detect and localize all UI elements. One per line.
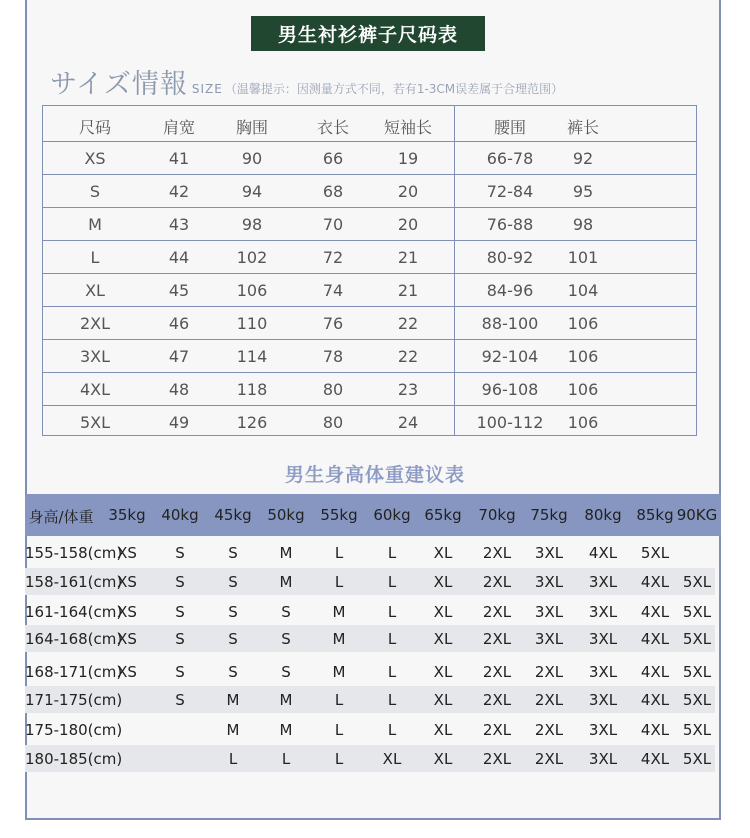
- rec-size-cell: 2XL: [482, 630, 512, 648]
- rec-size-cell: 4XL: [640, 603, 670, 621]
- rec-size-cell: L: [334, 691, 344, 709]
- rec-size-cell: 5XL: [640, 544, 670, 562]
- rec-table-row: [25, 625, 715, 652]
- size-label-cell: L: [90, 248, 100, 267]
- rec-size-cell: S: [175, 573, 185, 591]
- rec-size-cell: XS: [117, 544, 137, 562]
- size-table-rule: [43, 405, 696, 406]
- size-label-cell: XL: [85, 281, 105, 300]
- rec-size-cell: L: [334, 721, 344, 739]
- heading-tip: （温馨提示：因测量方式不同，若有1-3CM误差属于合理范围）: [224, 82, 564, 96]
- size-table-rule: [43, 174, 696, 175]
- rec-header-cell: 50kg: [267, 506, 305, 524]
- rec-size-cell: 2XL: [482, 663, 512, 681]
- size-value-cell: 20: [397, 182, 419, 201]
- rec-size-cell: 3XL: [588, 603, 618, 621]
- rec-header-cell: 90KG: [676, 506, 718, 524]
- rec-size-cell: L: [334, 573, 344, 591]
- rec-header-cell: 70kg: [478, 506, 516, 524]
- size-value-cell: 76: [322, 314, 344, 333]
- rec-size-cell: M: [279, 573, 293, 591]
- rec-size-cell: 3XL: [588, 691, 618, 709]
- size-value-cell: 98: [572, 215, 594, 234]
- rec-size-cell: 5XL: [682, 573, 712, 591]
- size-value-cell: 21: [397, 281, 419, 300]
- rec-table-row: [25, 539, 700, 566]
- rec-size-cell: 2XL: [534, 721, 564, 739]
- rec-size-cell: 2XL: [482, 544, 512, 562]
- rec-height-cell: 168-171(cm): [25, 663, 123, 681]
- rec-size-cell: L: [387, 573, 397, 591]
- size-label-cell: 3XL: [79, 347, 111, 366]
- rec-size-cell: L: [228, 750, 238, 768]
- size-table-rule: [43, 207, 696, 208]
- size-value-cell: 110: [236, 314, 268, 333]
- rec-height-cell: 180-185(cm): [25, 750, 123, 768]
- rec-size-cell: M: [332, 603, 346, 621]
- size-header-cell: 胸围: [235, 118, 268, 137]
- rec-size-cell: S: [175, 691, 185, 709]
- rec-header-cell: 75kg: [530, 506, 568, 524]
- size-value-cell: 76-88: [486, 215, 534, 234]
- rec-size-cell: 2XL: [534, 750, 564, 768]
- size-value-cell: 80: [322, 380, 344, 399]
- rec-size-cell: 3XL: [534, 573, 564, 591]
- rec-size-cell: 5XL: [682, 630, 712, 648]
- rec-size-cell: 2XL: [482, 603, 512, 621]
- rec-size-cell: 3XL: [588, 750, 618, 768]
- size-value-cell: 104: [567, 281, 599, 300]
- size-value-cell: 88-100: [481, 314, 539, 333]
- size-value-cell: 66-78: [486, 149, 534, 168]
- size-label-cell: 2XL: [79, 314, 111, 333]
- size-value-cell: 70: [322, 215, 344, 234]
- size-value-cell: 126: [236, 413, 268, 432]
- rec-header-cell: 40kg: [161, 506, 199, 524]
- rec-size-cell: XS: [117, 663, 137, 681]
- rec-size-cell: M: [226, 721, 240, 739]
- rec-size-cell: S: [228, 573, 238, 591]
- size-value-cell: 68: [322, 182, 344, 201]
- rec-header-cell: 65kg: [424, 506, 462, 524]
- rec-size-cell: L: [387, 544, 397, 562]
- size-header-cell: 衣长: [316, 118, 349, 137]
- size-table-rule: [43, 273, 696, 274]
- size-value-cell: 106: [567, 314, 599, 333]
- rec-size-cell: 5XL: [682, 721, 712, 739]
- size-table-divider: [454, 106, 455, 435]
- rec-table-row: [25, 658, 715, 685]
- size-value-cell: 84-96: [486, 281, 534, 300]
- rec-size-cell: 2XL: [534, 663, 564, 681]
- size-table-rule: [43, 339, 696, 340]
- rec-size-cell: 4XL: [640, 573, 670, 591]
- size-value-cell: 47: [168, 347, 190, 366]
- rec-size-cell: L: [334, 544, 344, 562]
- rec-height-cell: 158-161(cm): [25, 573, 123, 591]
- rec-size-cell: S: [228, 603, 238, 621]
- size-value-cell: 106: [236, 281, 268, 300]
- size-value-cell: 92: [572, 149, 594, 168]
- rec-size-cell: XS: [117, 603, 137, 621]
- size-value-cell: 20: [397, 215, 419, 234]
- rec-size-cell: S: [228, 663, 238, 681]
- rec-size-cell: 2XL: [482, 721, 512, 739]
- rec-size-cell: S: [228, 544, 238, 562]
- rec-size-cell: L: [334, 750, 344, 768]
- rec-height-cell: 164-168(cm): [25, 630, 123, 648]
- size-table-rule: [43, 141, 696, 142]
- rec-size-cell: S: [175, 544, 185, 562]
- rec-size-cell: XS: [117, 573, 137, 591]
- size-value-cell: 118: [236, 380, 268, 399]
- rec-size-cell: 3XL: [534, 603, 564, 621]
- size-value-cell: 94: [241, 182, 263, 201]
- size-value-cell: 106: [567, 347, 599, 366]
- rec-size-cell: 3XL: [588, 721, 618, 739]
- heading-size-label: SIZE: [191, 82, 223, 96]
- rec-size-cell: 5XL: [682, 750, 712, 768]
- size-label-cell: 4XL: [79, 380, 111, 399]
- rec-size-cell: M: [332, 630, 346, 648]
- size-value-cell: 102: [236, 248, 268, 267]
- size-value-cell: 92-104: [481, 347, 539, 366]
- recommendation-title: 男生身高体重建议表: [284, 464, 465, 486]
- rec-size-cell: L: [387, 603, 397, 621]
- rec-size-cell: XS: [117, 630, 137, 648]
- size-table-rule: [43, 306, 696, 307]
- size-header-cell: 腰围: [493, 118, 526, 137]
- size-value-cell: 95: [572, 182, 594, 201]
- rec-size-cell: XL: [382, 750, 402, 768]
- rec-size-cell: 2XL: [482, 750, 512, 768]
- rec-height-cell: 171-175(cm): [25, 691, 123, 709]
- rec-size-cell: M: [332, 663, 346, 681]
- rec-size-cell: M: [279, 721, 293, 739]
- rec-table-row: [25, 716, 715, 743]
- size-value-cell: 78: [322, 347, 344, 366]
- size-table-rule: [43, 372, 696, 373]
- rec-size-cell: 4XL: [588, 544, 618, 562]
- rec-size-cell: 3XL: [588, 663, 618, 681]
- rec-header-cell: 85kg: [636, 506, 674, 524]
- size-value-cell: 42: [168, 182, 190, 201]
- size-table-rule: [43, 240, 696, 241]
- size-value-cell: 98: [241, 215, 263, 234]
- size-value-cell: 49: [168, 413, 190, 432]
- rec-table-row: [25, 598, 715, 625]
- size-value-cell: 41: [168, 149, 190, 168]
- rec-size-cell: 5XL: [682, 603, 712, 621]
- rec-size-cell: L: [387, 663, 397, 681]
- size-value-cell: 22: [397, 314, 419, 333]
- rec-size-cell: 5XL: [682, 691, 712, 709]
- size-label-cell: M: [88, 215, 102, 234]
- rec-height-cell: 175-180(cm): [25, 721, 123, 739]
- rec-header-cell: 35kg: [108, 506, 146, 524]
- rec-size-cell: XL: [433, 603, 453, 621]
- size-value-cell: 96-108: [481, 380, 539, 399]
- rec-size-cell: XL: [433, 630, 453, 648]
- rec-size-cell: 2XL: [482, 573, 512, 591]
- size-label-cell: S: [89, 182, 101, 201]
- rec-size-cell: S: [175, 663, 185, 681]
- rec-size-cell: S: [228, 630, 238, 648]
- rec-size-cell: L: [387, 691, 397, 709]
- size-value-cell: 106: [567, 413, 599, 432]
- size-value-cell: 101: [567, 248, 599, 267]
- rec-size-cell: 3XL: [534, 544, 564, 562]
- rec-size-cell: XL: [433, 750, 453, 768]
- rec-size-cell: M: [226, 691, 240, 709]
- recommendation-header: [25, 494, 721, 536]
- size-value-cell: 80: [322, 413, 344, 432]
- size-value-cell: 21: [397, 248, 419, 267]
- size-value-cell: 114: [236, 347, 268, 366]
- heading-japanese: サイズ情報: [50, 69, 188, 100]
- rec-table-row: [25, 745, 715, 772]
- rec-size-cell: 3XL: [534, 630, 564, 648]
- rec-size-cell: L: [387, 721, 397, 739]
- size-value-cell: 46: [168, 314, 190, 333]
- rec-size-cell: XL: [433, 663, 453, 681]
- rec-size-cell: 3XL: [588, 630, 618, 648]
- rec-size-cell: 4XL: [640, 691, 670, 709]
- rec-size-cell: 2XL: [482, 691, 512, 709]
- page-title: 男生衬衫裤子尺码表: [251, 16, 485, 51]
- rec-table-row: [25, 568, 715, 595]
- rec-size-cell: S: [175, 603, 185, 621]
- size-value-cell: 66: [322, 149, 344, 168]
- rec-size-cell: XL: [433, 691, 453, 709]
- size-label-cell: XS: [84, 149, 106, 168]
- size-header-cell: 肩宽: [162, 118, 195, 137]
- rec-size-cell: M: [279, 544, 293, 562]
- rec-header-cell: 45kg: [214, 506, 252, 524]
- rec-size-cell: S: [175, 630, 185, 648]
- size-value-cell: 106: [567, 380, 599, 399]
- size-info-heading: [50, 62, 563, 101]
- size-value-cell: 43: [168, 215, 190, 234]
- rec-size-cell: S: [281, 663, 291, 681]
- rec-size-cell: XL: [433, 721, 453, 739]
- rec-height-cell: 161-164(cm): [25, 603, 123, 621]
- rec-size-cell: S: [281, 630, 291, 648]
- size-header-cell: 尺码: [78, 118, 111, 137]
- size-value-cell: 90: [241, 149, 263, 168]
- size-value-cell: 100-112: [476, 413, 544, 432]
- rec-header-cell: 80kg: [584, 506, 622, 524]
- rec-size-cell: L: [281, 750, 291, 768]
- rec-table-row: [25, 686, 715, 713]
- rec-size-cell: 4XL: [640, 663, 670, 681]
- rec-size-cell: 4XL: [640, 750, 670, 768]
- rec-header-cell: 身高/体重: [28, 508, 94, 526]
- rec-size-cell: 2XL: [534, 691, 564, 709]
- size-value-cell: 23: [397, 380, 419, 399]
- rec-size-cell: M: [279, 691, 293, 709]
- size-value-cell: 24: [397, 413, 419, 432]
- rec-size-cell: 4XL: [640, 630, 670, 648]
- rec-size-cell: L: [387, 630, 397, 648]
- rec-size-cell: XL: [433, 544, 453, 562]
- rec-height-cell: 155-158(cm): [25, 544, 123, 562]
- size-value-cell: 72: [322, 248, 344, 267]
- size-value-cell: 22: [397, 347, 419, 366]
- size-header-cell: 短袖长: [383, 118, 432, 137]
- size-value-cell: 45: [168, 281, 190, 300]
- rec-header-cell: 55kg: [320, 506, 358, 524]
- rec-size-cell: 5XL: [682, 663, 712, 681]
- size-header-cell: 裤长: [566, 118, 599, 137]
- rec-size-cell: 3XL: [588, 573, 618, 591]
- rec-size-cell: XL: [433, 573, 453, 591]
- rec-header-cell: 60kg: [373, 506, 411, 524]
- size-table: [42, 105, 697, 436]
- rec-size-cell: S: [281, 603, 291, 621]
- size-value-cell: 44: [168, 248, 190, 267]
- rec-size-cell: 4XL: [640, 721, 670, 739]
- size-value-cell: 19: [397, 149, 419, 168]
- size-value-cell: 74: [322, 281, 344, 300]
- size-value-cell: 48: [168, 380, 190, 399]
- size-value-cell: 80-92: [486, 248, 534, 267]
- size-value-cell: 72-84: [486, 182, 534, 201]
- size-label-cell: 5XL: [79, 413, 111, 432]
